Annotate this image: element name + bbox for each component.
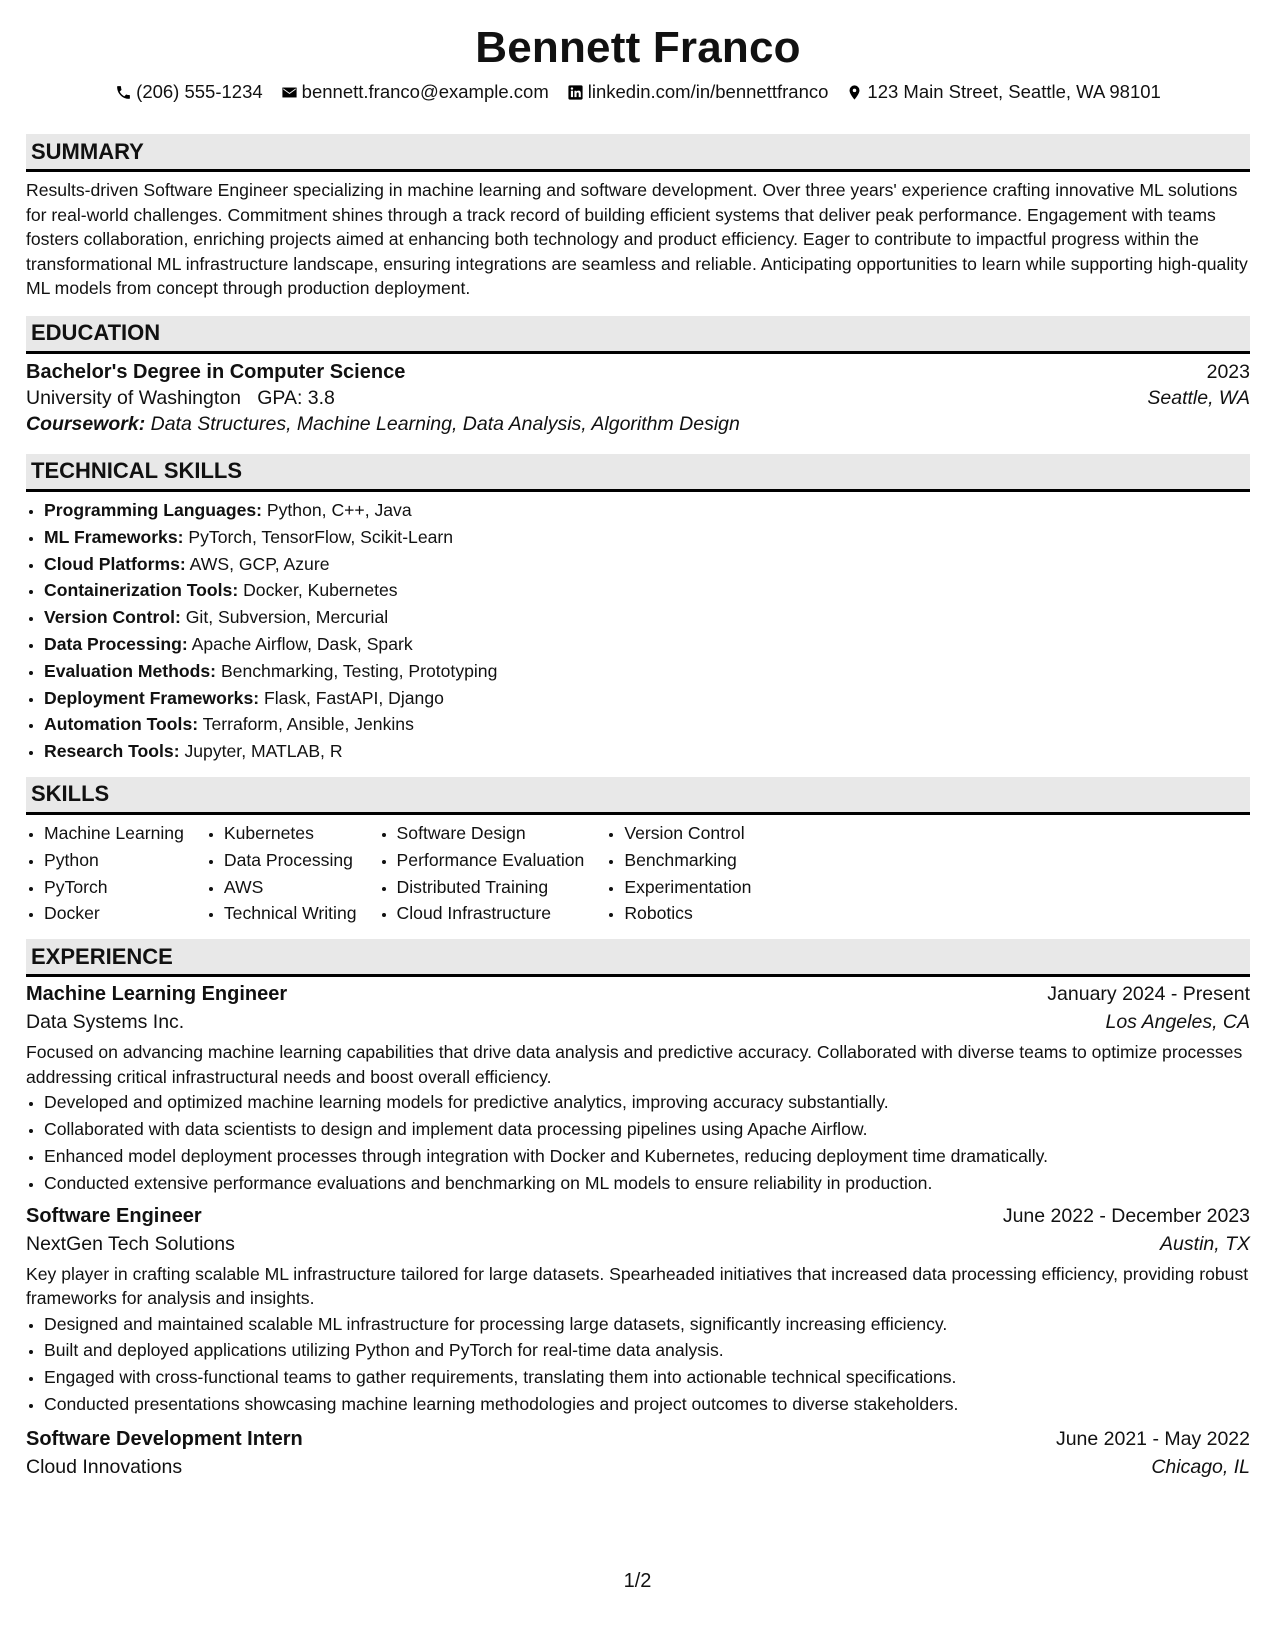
technical-skills-section bbox=[26, 454, 1250, 765]
skill-value: Git, Subversion, Mercurial bbox=[185, 607, 389, 628]
resume-page bbox=[26, 0, 1250, 1479]
list-item: • Machine Learning bbox=[44, 820, 184, 847]
skill-label: Programming Languages: bbox=[44, 499, 262, 520]
skills-column-1 bbox=[26, 820, 184, 927]
list-item: • Engaged with cross-functional teams to gather requirements, translating them into actionable technical specifications. bbox=[44, 1364, 1250, 1391]
list-item: • AWS bbox=[224, 874, 357, 901]
contact-email[interactable] bbox=[281, 81, 549, 103]
list-item: • Built and deployed applications utilizing Python and PyTorch for real-time data analysis. bbox=[44, 1337, 1250, 1364]
skill-label: Deployment Frameworks: bbox=[44, 687, 260, 708]
summary-text: Results-driven Software Engineer specializing in machine learning and software development. Over three years' experience crafting innovative ML solutions for real-world challenges. Commitment shines through a track record of building efficient systems that deliver peak performance. Engagement with teams fosters collaboration, enriching projects aimed at enhancing both technology and product efficiency. Eager to contribute to impactful progress within the transformational ML infrastructure landscape, ensuring integrations are seamless and reliable. Anticipating opportunities to learn while supporting high-quality ML models from concept through production deployment. bbox=[26, 180, 1248, 299]
skill-value: Terraform, Ansible, Jenkins bbox=[202, 714, 414, 735]
list-item: • Conducted extensive performance evaluations and benchmarking on ML models to ensure reliability in production. bbox=[44, 1170, 1250, 1197]
address-text: 123 Main Street, Seattle, WA 98101 bbox=[867, 81, 1161, 102]
education-school-row bbox=[26, 387, 1250, 410]
skill-value: AWS, GCP, Azure bbox=[189, 553, 330, 574]
job-summary: Key player in crafting scalable ML infrastructure tailored for large datasets. Spearheaded initiatives that increased data processing efficiency, providing robust frameworks for analysis and insights. bbox=[26, 1263, 1249, 1309]
experience-section bbox=[26, 939, 1250, 1479]
list-item: • Technical Writing bbox=[224, 900, 357, 927]
page-number: 1/2 bbox=[623, 1570, 652, 1592]
list-item: • PyTorch bbox=[44, 874, 184, 901]
list-item bbox=[44, 524, 1250, 551]
company: NextGen Tech Solutions bbox=[26, 1232, 235, 1255]
envelope-icon bbox=[281, 84, 298, 101]
company: Data Systems Inc. bbox=[26, 1011, 185, 1034]
list-item: • Data Processing bbox=[224, 847, 357, 874]
job-bullets bbox=[26, 1311, 1250, 1418]
list-item: • Cloud Infrastructure bbox=[397, 900, 585, 927]
list-item: • Distributed Training bbox=[397, 874, 585, 901]
skills-column-4 bbox=[606, 820, 751, 927]
section-heading: EDUCATION bbox=[26, 316, 1250, 354]
skills-columns bbox=[26, 820, 1250, 927]
list-item: • Developed and optimized machine learning models for predictive analytics, improving accuracy substantially. bbox=[44, 1089, 1250, 1116]
linkedin-text: linkedin.com/in/bennettfranco bbox=[587, 81, 829, 102]
skill-label: ML Frameworks: bbox=[44, 526, 184, 547]
gpa: GPA: 3.8 bbox=[257, 386, 335, 409]
contact-address bbox=[846, 81, 1160, 103]
list-item: • Version Control bbox=[624, 820, 751, 847]
skill-value: Docker, Kubernetes bbox=[243, 580, 398, 601]
job-summary: Focused on advancing machine learning capabilities that drive data analysis and predictive accuracy. Collaborated with diverse teams to optimize processes addressing critical infrastructural needs and boost overall efficiency. bbox=[26, 1042, 1243, 1087]
skill-label: Containerization Tools: bbox=[44, 580, 239, 601]
list-item: • Performance Evaluation bbox=[397, 847, 585, 874]
list-item bbox=[44, 658, 1250, 685]
skills-section bbox=[26, 777, 1250, 927]
map-pin-icon bbox=[846, 84, 863, 101]
contact-bar bbox=[26, 80, 1250, 104]
phone-text: (206) 555-1234 bbox=[136, 81, 263, 102]
job-location: Austin, TX bbox=[1160, 1232, 1250, 1255]
linkedin-icon bbox=[567, 84, 584, 101]
skill-value: Flask, FastAPI, Django bbox=[264, 687, 444, 708]
job-company-row bbox=[26, 1456, 1250, 1479]
job-bullets bbox=[26, 1089, 1250, 1196]
school: University of Washington bbox=[26, 386, 241, 409]
company: Cloud Innovations bbox=[26, 1455, 183, 1478]
section-heading: SKILLS bbox=[26, 777, 1250, 815]
skill-label: Research Tools: bbox=[44, 741, 180, 762]
list-item bbox=[44, 685, 1250, 712]
skills-column-3 bbox=[379, 820, 585, 927]
education-section bbox=[26, 316, 1250, 436]
job-location: Los Angeles, CA bbox=[1105, 1011, 1250, 1034]
list-item bbox=[44, 631, 1250, 658]
coursework-label: Coursework: bbox=[26, 412, 146, 435]
job-dates: June 2022 - December 2023 bbox=[1002, 1204, 1250, 1227]
degree: Bachelor's Degree in Computer Science bbox=[26, 360, 406, 383]
candidate-name: Bennett Franco bbox=[475, 23, 801, 72]
summary-section bbox=[26, 134, 1250, 301]
school-location: Seattle, WA bbox=[1147, 386, 1250, 409]
skills-column-2 bbox=[206, 820, 357, 927]
skill-value: Python, C++, Java bbox=[266, 499, 412, 520]
job-entry bbox=[26, 983, 1250, 1196]
list-item: • Experimentation bbox=[624, 874, 751, 901]
education-row bbox=[26, 361, 1250, 384]
list-item: • Software Design bbox=[397, 820, 585, 847]
list-item bbox=[44, 497, 1250, 524]
email-text: bennett.franco@example.com bbox=[301, 81, 549, 102]
list-item bbox=[44, 577, 1250, 604]
list-item: • Designed and maintained scalable ML infrastructure for processing large datasets, significantly increasing efficiency. bbox=[44, 1311, 1250, 1338]
skill-label: Automation Tools: bbox=[44, 714, 199, 735]
section-heading: SUMMARY bbox=[26, 134, 1250, 172]
skill-label: Cloud Platforms: bbox=[44, 553, 186, 574]
section-heading: EXPERIENCE bbox=[26, 939, 1250, 977]
job-header bbox=[26, 983, 1250, 1006]
list-item: • Python bbox=[44, 847, 184, 874]
list-item: • Kubernetes bbox=[224, 820, 357, 847]
coursework-line bbox=[26, 413, 1250, 436]
job-dates: June 2021 - May 2022 bbox=[1055, 1427, 1250, 1450]
contact-linkedin[interactable] bbox=[567, 81, 829, 103]
skill-label: Data Processing: bbox=[44, 633, 188, 654]
job-entry bbox=[26, 1428, 1250, 1479]
phone-icon bbox=[115, 84, 132, 101]
job-header bbox=[26, 1205, 1250, 1228]
job-title: Machine Learning Engineer bbox=[26, 983, 288, 1006]
list-item bbox=[44, 604, 1250, 631]
job-title: Software Development Intern bbox=[26, 1427, 303, 1450]
list-item: • Docker bbox=[44, 900, 184, 927]
technical-skills-list bbox=[26, 497, 1250, 765]
list-item: • Benchmarking bbox=[624, 847, 751, 874]
job-title: Software Engineer bbox=[26, 1204, 202, 1227]
list-item bbox=[44, 738, 1250, 765]
contact-phone[interactable] bbox=[115, 81, 263, 103]
skill-value: Apache Airflow, Dask, Spark bbox=[191, 633, 413, 654]
skill-label: Version Control: bbox=[44, 607, 181, 628]
job-dates: January 2024 - Present bbox=[1047, 983, 1250, 1006]
coursework: Data Structures, Machine Learning, Data Analysis, Algorithm Design bbox=[150, 412, 740, 435]
section-heading: TECHNICAL SKILLS bbox=[26, 454, 1250, 492]
job-company-row bbox=[26, 1233, 1250, 1256]
graduation-year: 2023 bbox=[1206, 360, 1250, 383]
job-location: Chicago, IL bbox=[1151, 1455, 1250, 1478]
skill-value: PyTorch, TensorFlow, Scikit-Learn bbox=[188, 526, 454, 547]
skill-value: Benchmarking, Testing, Prototyping bbox=[220, 660, 498, 681]
list-item: • Conducted presentations showcasing machine learning methodologies and project outcomes to diverse stakeholders. bbox=[44, 1391, 1250, 1418]
skill-label: Evaluation Methods: bbox=[44, 660, 217, 681]
list-item: • Collaborated with data scientists to design and implement data processing pipelines using Apache Airflow. bbox=[44, 1116, 1250, 1143]
list-item bbox=[44, 551, 1250, 578]
list-item: • Robotics bbox=[624, 900, 751, 927]
job-header bbox=[26, 1428, 1250, 1451]
job-company-row bbox=[26, 1011, 1250, 1034]
job-entry bbox=[26, 1205, 1250, 1418]
skill-value: Jupyter, MATLAB, R bbox=[184, 741, 343, 762]
list-item: • Enhanced model deployment processes through integration with Docker and Kubernetes, reducing deployment time dramatically. bbox=[44, 1143, 1250, 1170]
list-item bbox=[44, 711, 1250, 738]
